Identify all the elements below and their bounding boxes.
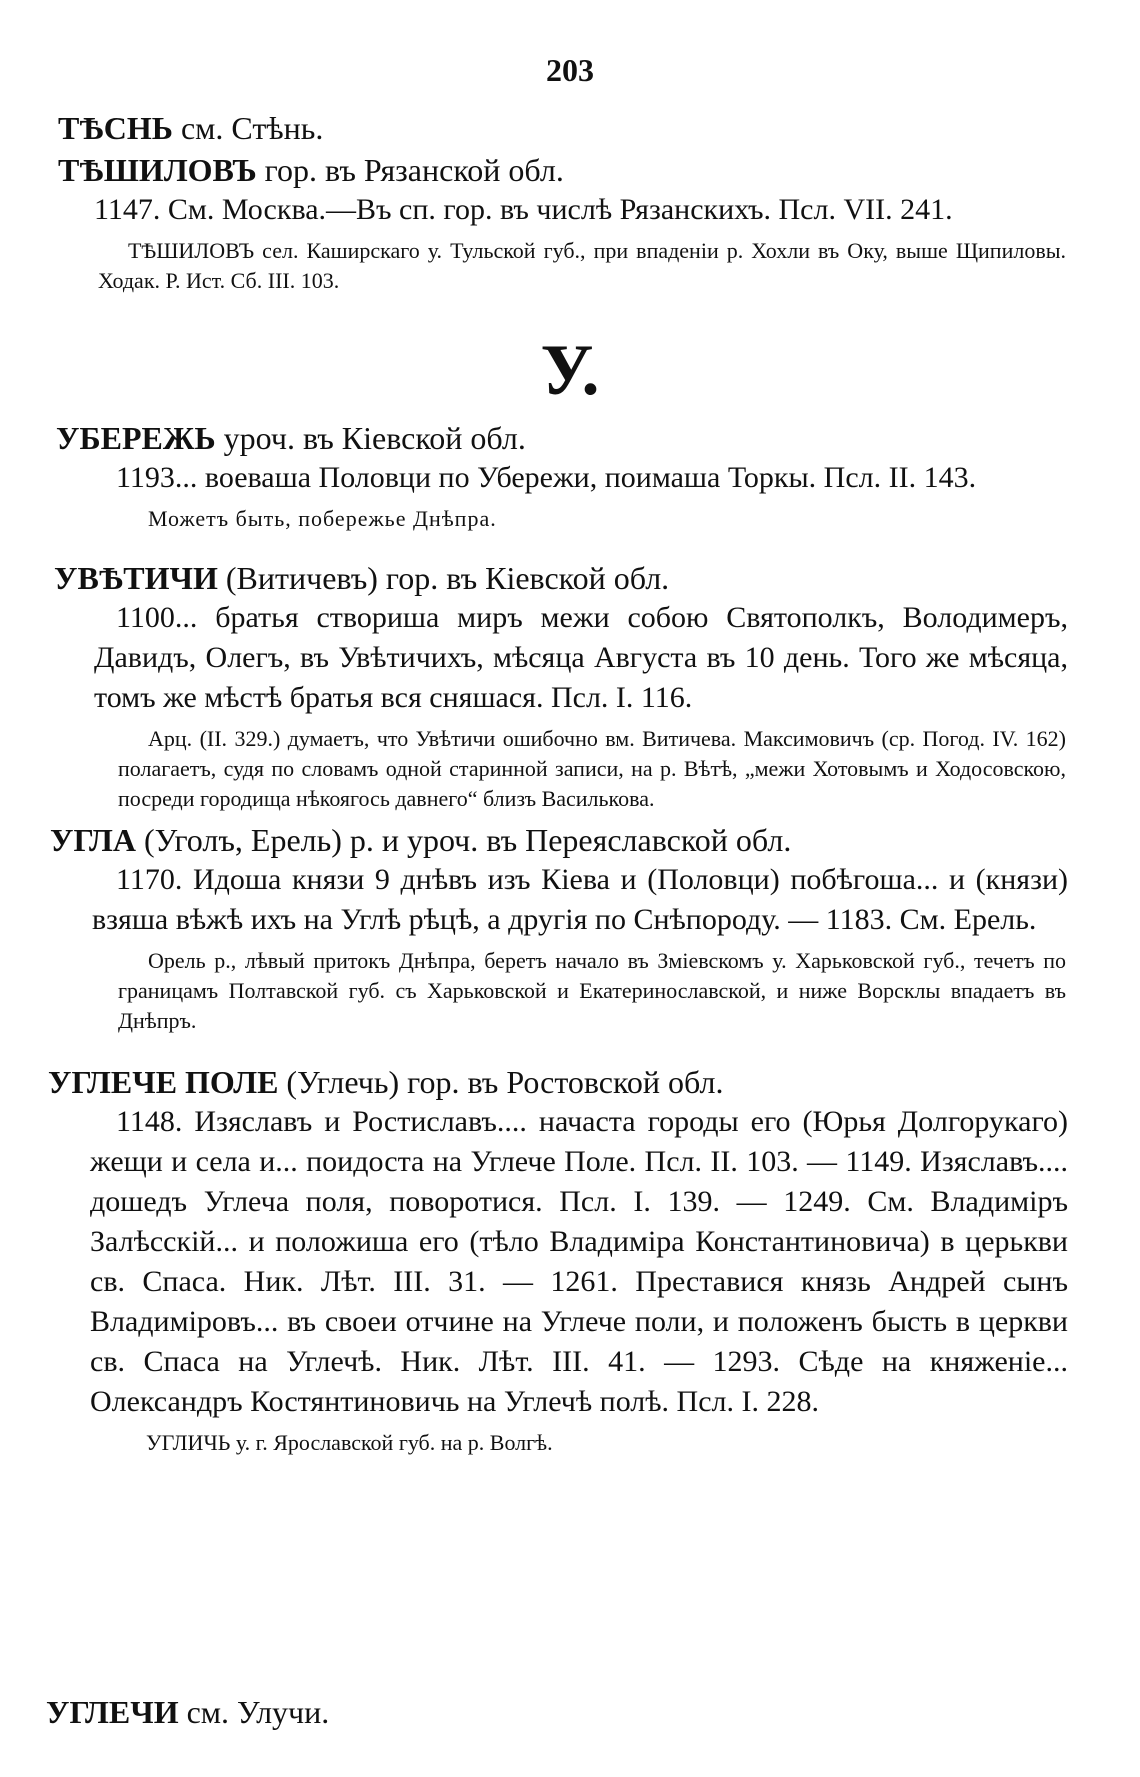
entry-note: Орель р., лѣвый притокъ Днѣпра, беретъ начало въ Зміевскомъ у. Харьковской губ., течетъ по границамъ Полтавской губ. съ Харьковской и Екатеринославской, и ниже Ворсклы впадаетъ въ Днѣпръ. [118, 948, 1066, 1033]
entry-headline [0, 418, 1140, 458]
entry-text: 1100... братья створиша миръ межи собою Святополкъ, Володимеръ, Давидъ, Олегъ, въ Увѣтичихъ, мѣсяца Августа въ 10 день. Того же мѣсяца, томъ же мѣстѣ братья вся сняшася. Псл. I. 116. [94, 601, 1068, 714]
headword-gloss: уроч. въ Кіевской обл. [223, 420, 526, 456]
entry-ugla [0, 820, 1140, 1036]
entry-note: УГЛИЧЬ у. г. Ярославской губ. на р. Волгѣ. [146, 1430, 553, 1455]
entry-text: 1147. См. Москва.—Въ сп. гор. въ числѣ Рязанскихъ. Псл. VII. 241. [94, 193, 953, 226]
headword-gloss: гор. въ Рязанской обл. [264, 152, 564, 188]
entry-uglechi [0, 1692, 1140, 1732]
headword-gloss: см. Улучи. [186, 1694, 330, 1730]
headword-gloss: см. Стѣнь. [180, 110, 324, 146]
entry-note: Арц. (II. 329.) думаетъ, что Увѣтичи ошибочно вм. Витичева. Максимовичъ (ср. Погод. IV. 162) полагаетъ, судя по словамъ одной старинной записи, на р. Вѣтѣ, „межи Хотовымъ и Ходосовскою, посреди городища нѣкоягось давнего“ близъ Василькова. [118, 726, 1066, 811]
headword: УБЕРЕЖЬ [56, 420, 216, 456]
entry-headline [0, 150, 1140, 190]
entry-teshilov [0, 150, 1140, 296]
headword: ТѢСНЬ [58, 110, 173, 146]
entry-headline [0, 558, 1140, 598]
entry-tesn [0, 108, 1140, 148]
entry-ugleche-pole [0, 1062, 1140, 1458]
headword: ТѢШИЛОВЪ [58, 152, 257, 188]
headword: УГЛЕЧЕ ПОЛЕ [48, 1064, 279, 1100]
entry-headline [0, 1062, 1140, 1102]
entry-ubereg [0, 418, 1140, 534]
entry-note: Можетъ быть, побережье Днѣпра. [148, 506, 497, 531]
entry-headline [0, 108, 1140, 148]
headword: УГЛЕЧИ [46, 1694, 179, 1730]
section-letter: У. [540, 330, 600, 410]
entry-headline [0, 820, 1140, 860]
entry-note: ТѢШИЛОВЪ сел. Каширскаго у. Тульской губ., при впаденіи р. Хохли въ Оку, выше Щипиловы. Ходак. Р. Ист. Сб. III. 103. [98, 238, 1066, 293]
headword: УВѢТИЧИ [54, 560, 218, 596]
entry-text: 1193... воеваша Половци по Убережи, поимаша Торкы. Псл. II. 143. [116, 461, 977, 494]
entry-text: 1170. Идоша князи 9 днѣвъ изъ Кіева и (Половци) побѣгоша... и (князи) взяша вѣжѣ ихъ на Углѣ рѣцѣ, а другія по Снѣпороду. — 1183. См. Ерель. [92, 863, 1068, 936]
page-number: 203 [546, 52, 594, 88]
headword: УГЛА [50, 822, 136, 858]
headword-gloss: (Уголъ, Ерель) р. и уроч. въ Переяславской обл. [143, 822, 792, 858]
headword-gloss: (Углечь) гор. въ Ростовской обл. [286, 1064, 724, 1100]
headword-gloss: (Витичевъ) гор. въ Кіевской обл. [225, 560, 670, 596]
entry-headline [0, 1692, 1140, 1732]
entry-uvetichi [0, 558, 1140, 814]
entry-text: 1148. Изяславъ и Ростиславъ.... начаста городы его (Юрья Долгорукаго) жещи и села и... поидоста на Углече Поле. Псл. II. 103. — 1149. Изяславъ.... дошедъ Углеча поля, поворотися. Псл. I. 139. — 1249. См. Владиміръ Залѣсскій... и положиша его (тѣло Владиміра Константиновича) в церькви св. Спаса. Ник. Лѣт. III. 31. — 1261. Преставися князь Андрей сынъ Владиміровъ... въ своеи отчине на Углече поли, и положенъ бысть в церкви св. Спаса на Углечѣ. Ник. Лѣт. III. 41. — 1293. Сѣде на княженіе... Олександръ Костянтиновичь на Углечѣ полѣ. Псл. I. 228. [90, 1105, 1068, 1418]
